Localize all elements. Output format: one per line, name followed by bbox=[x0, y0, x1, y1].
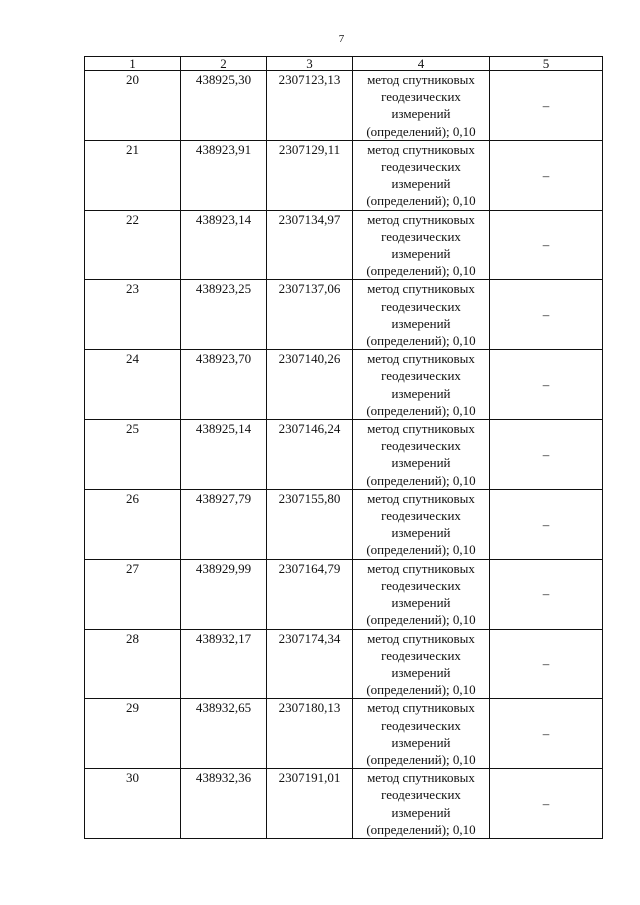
note-cell: – bbox=[490, 420, 603, 490]
note-cell: – bbox=[490, 769, 603, 839]
method-cell: метод спутниковых геодезических измерений (определений); 0,10 bbox=[353, 71, 490, 141]
point-number-cell: 24 bbox=[85, 350, 181, 420]
y-coordinate-cell: 2307146,24 bbox=[267, 420, 353, 490]
table-row bbox=[85, 489, 603, 559]
x-coordinate-cell: 438925,30 bbox=[181, 71, 267, 141]
y-coordinate-cell: 2307180,13 bbox=[267, 699, 353, 769]
y-coordinate-cell: 2307191,01 bbox=[267, 769, 353, 839]
table-row bbox=[85, 699, 603, 769]
table-row bbox=[85, 280, 603, 350]
y-coordinate-cell: 2307123,13 bbox=[267, 71, 353, 141]
table-header-row bbox=[85, 57, 603, 71]
point-number-cell: 26 bbox=[85, 489, 181, 559]
note-cell: – bbox=[490, 71, 603, 141]
method-cell: метод спутниковых геодезических измерений (определений); 0,10 bbox=[353, 489, 490, 559]
method-cell: метод спутниковых геодезических измерений (определений); 0,10 bbox=[353, 210, 490, 280]
point-number-cell: 25 bbox=[85, 420, 181, 490]
table-row bbox=[85, 629, 603, 699]
table-row bbox=[85, 140, 603, 210]
method-cell: метод спутниковых геодезических измерений (определений); 0,10 bbox=[353, 559, 490, 629]
x-coordinate-cell: 438923,70 bbox=[181, 350, 267, 420]
table-row bbox=[85, 210, 603, 280]
x-coordinate-cell: 438932,17 bbox=[181, 629, 267, 699]
point-number-cell: 23 bbox=[85, 280, 181, 350]
column-header-2: 2 bbox=[181, 57, 267, 71]
method-cell: метод спутниковых геодезических измерений (определений); 0,10 bbox=[353, 629, 490, 699]
point-number-cell: 22 bbox=[85, 210, 181, 280]
note-cell: – bbox=[490, 559, 603, 629]
note-cell: – bbox=[490, 629, 603, 699]
note-cell: – bbox=[490, 140, 603, 210]
table-row bbox=[85, 559, 603, 629]
table-row bbox=[85, 71, 603, 141]
y-coordinate-cell: 2307164,79 bbox=[267, 559, 353, 629]
method-cell: метод спутниковых геодезических измерений (определений); 0,10 bbox=[353, 140, 490, 210]
note-cell: – bbox=[490, 699, 603, 769]
y-coordinate-cell: 2307137,06 bbox=[267, 280, 353, 350]
x-coordinate-cell: 438927,79 bbox=[181, 489, 267, 559]
point-number-cell: 27 bbox=[85, 559, 181, 629]
method-cell: метод спутниковых геодезических измерений (определений); 0,10 bbox=[353, 420, 490, 490]
table-row bbox=[85, 350, 603, 420]
note-cell: – bbox=[490, 210, 603, 280]
column-header-5: 5 bbox=[490, 57, 603, 71]
point-number-cell: 29 bbox=[85, 699, 181, 769]
method-cell: метод спутниковых геодезических измерений (определений); 0,10 bbox=[353, 280, 490, 350]
x-coordinate-cell: 438925,14 bbox=[181, 420, 267, 490]
x-coordinate-cell: 438929,99 bbox=[181, 559, 267, 629]
table-row bbox=[85, 420, 603, 490]
y-coordinate-cell: 2307174,34 bbox=[267, 629, 353, 699]
coordinates-table bbox=[84, 56, 603, 839]
point-number-cell: 28 bbox=[85, 629, 181, 699]
column-header-3: 3 bbox=[267, 57, 353, 71]
table-row bbox=[85, 769, 603, 839]
page-number: 7 bbox=[338, 33, 345, 45]
y-coordinate-cell: 2307134,97 bbox=[267, 210, 353, 280]
point-number-cell: 20 bbox=[85, 71, 181, 141]
x-coordinate-cell: 438932,65 bbox=[181, 699, 267, 769]
method-cell: метод спутниковых геодезических измерений (определений); 0,10 bbox=[353, 350, 490, 420]
method-cell: метод спутниковых геодезических измерений (определений); 0,10 bbox=[353, 699, 490, 769]
note-cell: – bbox=[490, 350, 603, 420]
y-coordinate-cell: 2307140,26 bbox=[267, 350, 353, 420]
x-coordinate-cell: 438923,25 bbox=[181, 280, 267, 350]
note-cell: – bbox=[490, 489, 603, 559]
column-header-1: 1 bbox=[85, 57, 181, 71]
y-coordinate-cell: 2307129,11 bbox=[267, 140, 353, 210]
column-header-4: 4 bbox=[353, 57, 490, 71]
x-coordinate-cell: 438923,91 bbox=[181, 140, 267, 210]
x-coordinate-cell: 438932,36 bbox=[181, 769, 267, 839]
point-number-cell: 21 bbox=[85, 140, 181, 210]
note-cell: – bbox=[490, 280, 603, 350]
x-coordinate-cell: 438923,14 bbox=[181, 210, 267, 280]
y-coordinate-cell: 2307155,80 bbox=[267, 489, 353, 559]
method-cell: метод спутниковых геодезических измерений (определений); 0,10 bbox=[353, 769, 490, 839]
point-number-cell: 30 bbox=[85, 769, 181, 839]
